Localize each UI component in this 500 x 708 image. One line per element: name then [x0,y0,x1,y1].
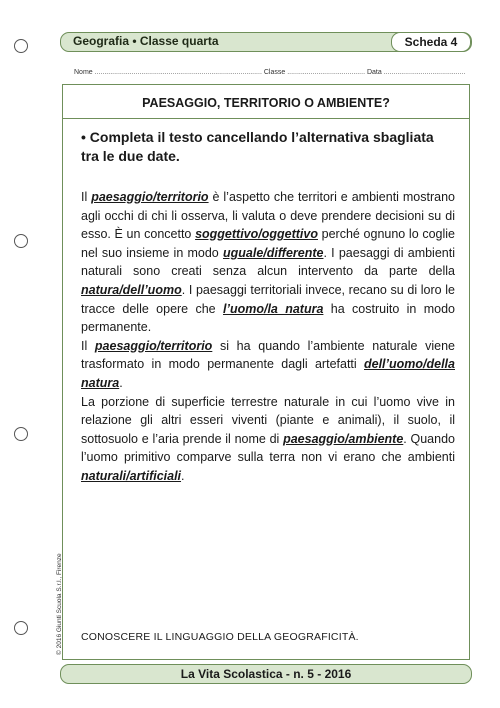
text-run: . [181,468,185,483]
choice-paesaggio-territorio[interactable]: paesaggio/territorio [91,190,209,204]
text-run: La porzione di superficie terrestre naturale in cui l’uomo vive in relazione gli altri esseri viventi (piante e animali), il suolo, il sottosuolo e l’aria prende il nome di [81,394,455,446]
class-label: Classe [263,69,286,76]
footer-bar: La Vita Scolastica - n. 5 - 2016 [60,664,472,684]
student-info-line [74,69,474,76]
text-run: perché ognuno lo coglie nel suo insieme in modo [81,227,455,260]
worksheet-title: PAESAGGIO, TERRITORIO O AMBIENTE? [142,96,390,110]
instruction-text: • Completa il testo cancellando l’alternativa sbagliata tra le due date. [81,129,434,164]
text-run: ha costruito in modo permanente. [81,301,455,335]
text-run: si ha quando l’ambiente naturale viene trasformato in modo permanente dagli artefatti [81,338,455,372]
text-run: Il [81,338,95,353]
name-label: Nome [74,69,93,76]
worksheet-frame [62,84,470,660]
text-run: . Quando l’uomo primitivo comparve sulla terra non vi erano che ambienti [81,431,455,465]
skill-objective: CONOSCERE IL LINGUAGGIO DELLA GEOGRAFICITÀ. [81,631,359,643]
date-field[interactable]: .......................................... [383,69,466,76]
choice-paesaggio-territorio-2[interactable]: paesaggio/territorio [94,338,213,353]
binder-hole-bottom [14,621,28,635]
choice-uguale-differente[interactable]: uguale/differente [222,245,324,260]
text-run: . I paesaggi di ambienti naturali sono creati senza alcun intervento da parte della [81,245,455,279]
date-label: Data [366,69,382,76]
exercise-text [81,188,455,486]
binder-hole-top [14,39,28,53]
choice-soggettivo-oggettivo[interactable]: soggettivo/oggettivo [195,227,318,242]
choice-naturali-artificiali[interactable]: naturali/artificiali [81,468,182,483]
class-field[interactable]: ........................................ [287,69,366,76]
subject-label: Geografia • Classe quarta [73,34,219,48]
paragraph-2 [81,337,455,393]
choice-uomo-natura-2[interactable]: dell’uomo/della natura [81,357,455,390]
text-run: . [119,375,123,390]
text-run: è l’aspetto che territori e ambienti mostrano agli occhi di chi li osserva, li valuta o deve prendere decisioni su di esso. È un concetto [81,190,455,242]
text-run: . I paesaggi territoriali invece, recano su di loro le tracce delle opere che [81,282,455,316]
choice-uomo-natura[interactable]: l’uomo/la natura [223,301,324,316]
binder-hole-upper [14,234,28,248]
choice-natura-uomo[interactable]: natura/dell’uomo [81,282,182,297]
copyright-notice: © 2016 Giunti Scuola S.r.l., Firenze [56,553,63,655]
text-run: Il [81,190,92,204]
name-field[interactable]: ...................................................................................... [94,69,262,76]
binder-hole-lower [14,427,28,441]
title-divider [63,118,469,119]
paragraph-1 [81,188,455,337]
paragraph-3 [81,393,455,486]
header-bar [60,32,472,52]
choice-paesaggio-ambiente[interactable]: paesaggio/ambiente [283,431,404,446]
sheet-number: Scheda 4 [391,32,471,52]
